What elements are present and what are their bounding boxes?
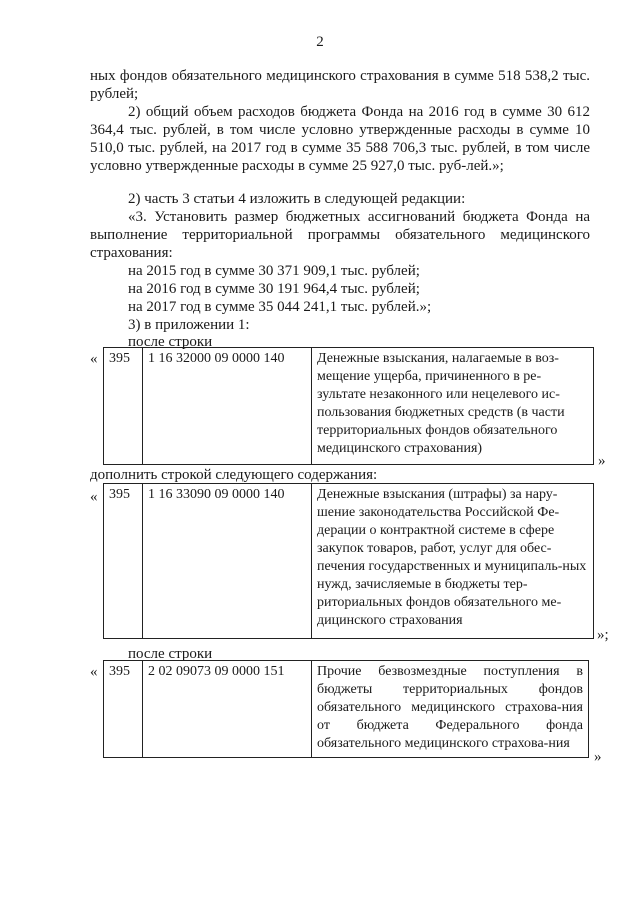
table-1: [103, 347, 594, 465]
table2-open-quote: «: [90, 489, 98, 505]
after-row-label-2: после строки: [128, 646, 213, 662]
table1-kbk: 1 16 32000 09 0000 140: [143, 348, 312, 465]
paragraph-part-3: 2) часть 3 статьи 4 изложить в следующей редакции:: [128, 191, 466, 207]
table-row: [104, 661, 589, 758]
table3-description: Прочие безвозмездные поступления в бюджеты территориальных фондов обязательного медицинского страхова-ния от бюджета Федерального фонда обязательного медицинского страхова-ния: [312, 661, 589, 758]
paragraph-intro: ных фондов обязательного медицинского страхования в сумме 518 538,2 тыс. рублей;: [90, 68, 590, 102]
item-3: 3) в приложении 1:: [128, 317, 250, 333]
table3-code: 395: [104, 661, 143, 758]
table-row: [104, 348, 594, 465]
table3-kbk: 2 02 09073 09 0000 151: [143, 661, 312, 758]
table2-close-quote: »;: [597, 627, 609, 643]
table2-kbk: 1 16 33090 09 0000 140: [143, 484, 312, 639]
after-row-label-1: после строки: [128, 334, 213, 350]
paragraph-quote: «3. Установить размер бюджетных ассигнований бюджета Фонда на выполнение территориальной программы обязательного медицинского страхования:: [90, 209, 590, 261]
table1-close-quote: »: [598, 453, 606, 469]
year-line-2016: на 2016 год в сумме 30 191 964,4 тыс. рублей;: [128, 281, 420, 297]
table3-close-quote: »: [594, 749, 602, 765]
year-line-2017: на 2017 год в сумме 35 044 241,1 тыс. рублей.»;: [128, 299, 432, 315]
table2-code: 395: [104, 484, 143, 639]
table1-open-quote: «: [90, 351, 98, 367]
table2-description: Денежные взыскания (штрафы) за нару-шение законодательства Российской Фе-дерации о контрактной системе в сфере закупок товаров, работ, услуг для обес-печения государственных и муниципаль-ных нужд, зачисляемые в бюджеты тер-риториальных фондов обязательного ме-дицинского страхования: [312, 484, 594, 639]
table3-open-quote: «: [90, 664, 98, 680]
table1-code: 395: [104, 348, 143, 465]
table-3: [103, 660, 589, 758]
add-row-label: дополнить строкой следующего содержания:: [90, 467, 378, 483]
year-line-2015: на 2015 год в сумме 30 371 909,1 тыс. рублей;: [128, 263, 420, 279]
table1-description: Денежные взыскания, налагаемые в воз-мещение ущерба, причиненного в ре-зультате незаконного или нецелевого ис-пользования бюджетных средств (в части территориальных фондов обязательного медицинского страхования): [312, 348, 594, 465]
page-number: 2: [316, 34, 324, 50]
paragraph-item-2: 2) общий объем расходов бюджета Фонда на 2016 год в сумме 30 612 364,4 тыс. рублей, в том числе условно утвержденные расходы в сумме 10 510,0 тыс. рублей, на 2017 год в сумме 35 588 706,3 тыс. рублей, в том числе условно утвержденные расходы в сумме 25 927,0 тыс. руб-лей.»;: [90, 104, 590, 174]
table-2: [103, 483, 594, 639]
table-row: [104, 484, 594, 639]
